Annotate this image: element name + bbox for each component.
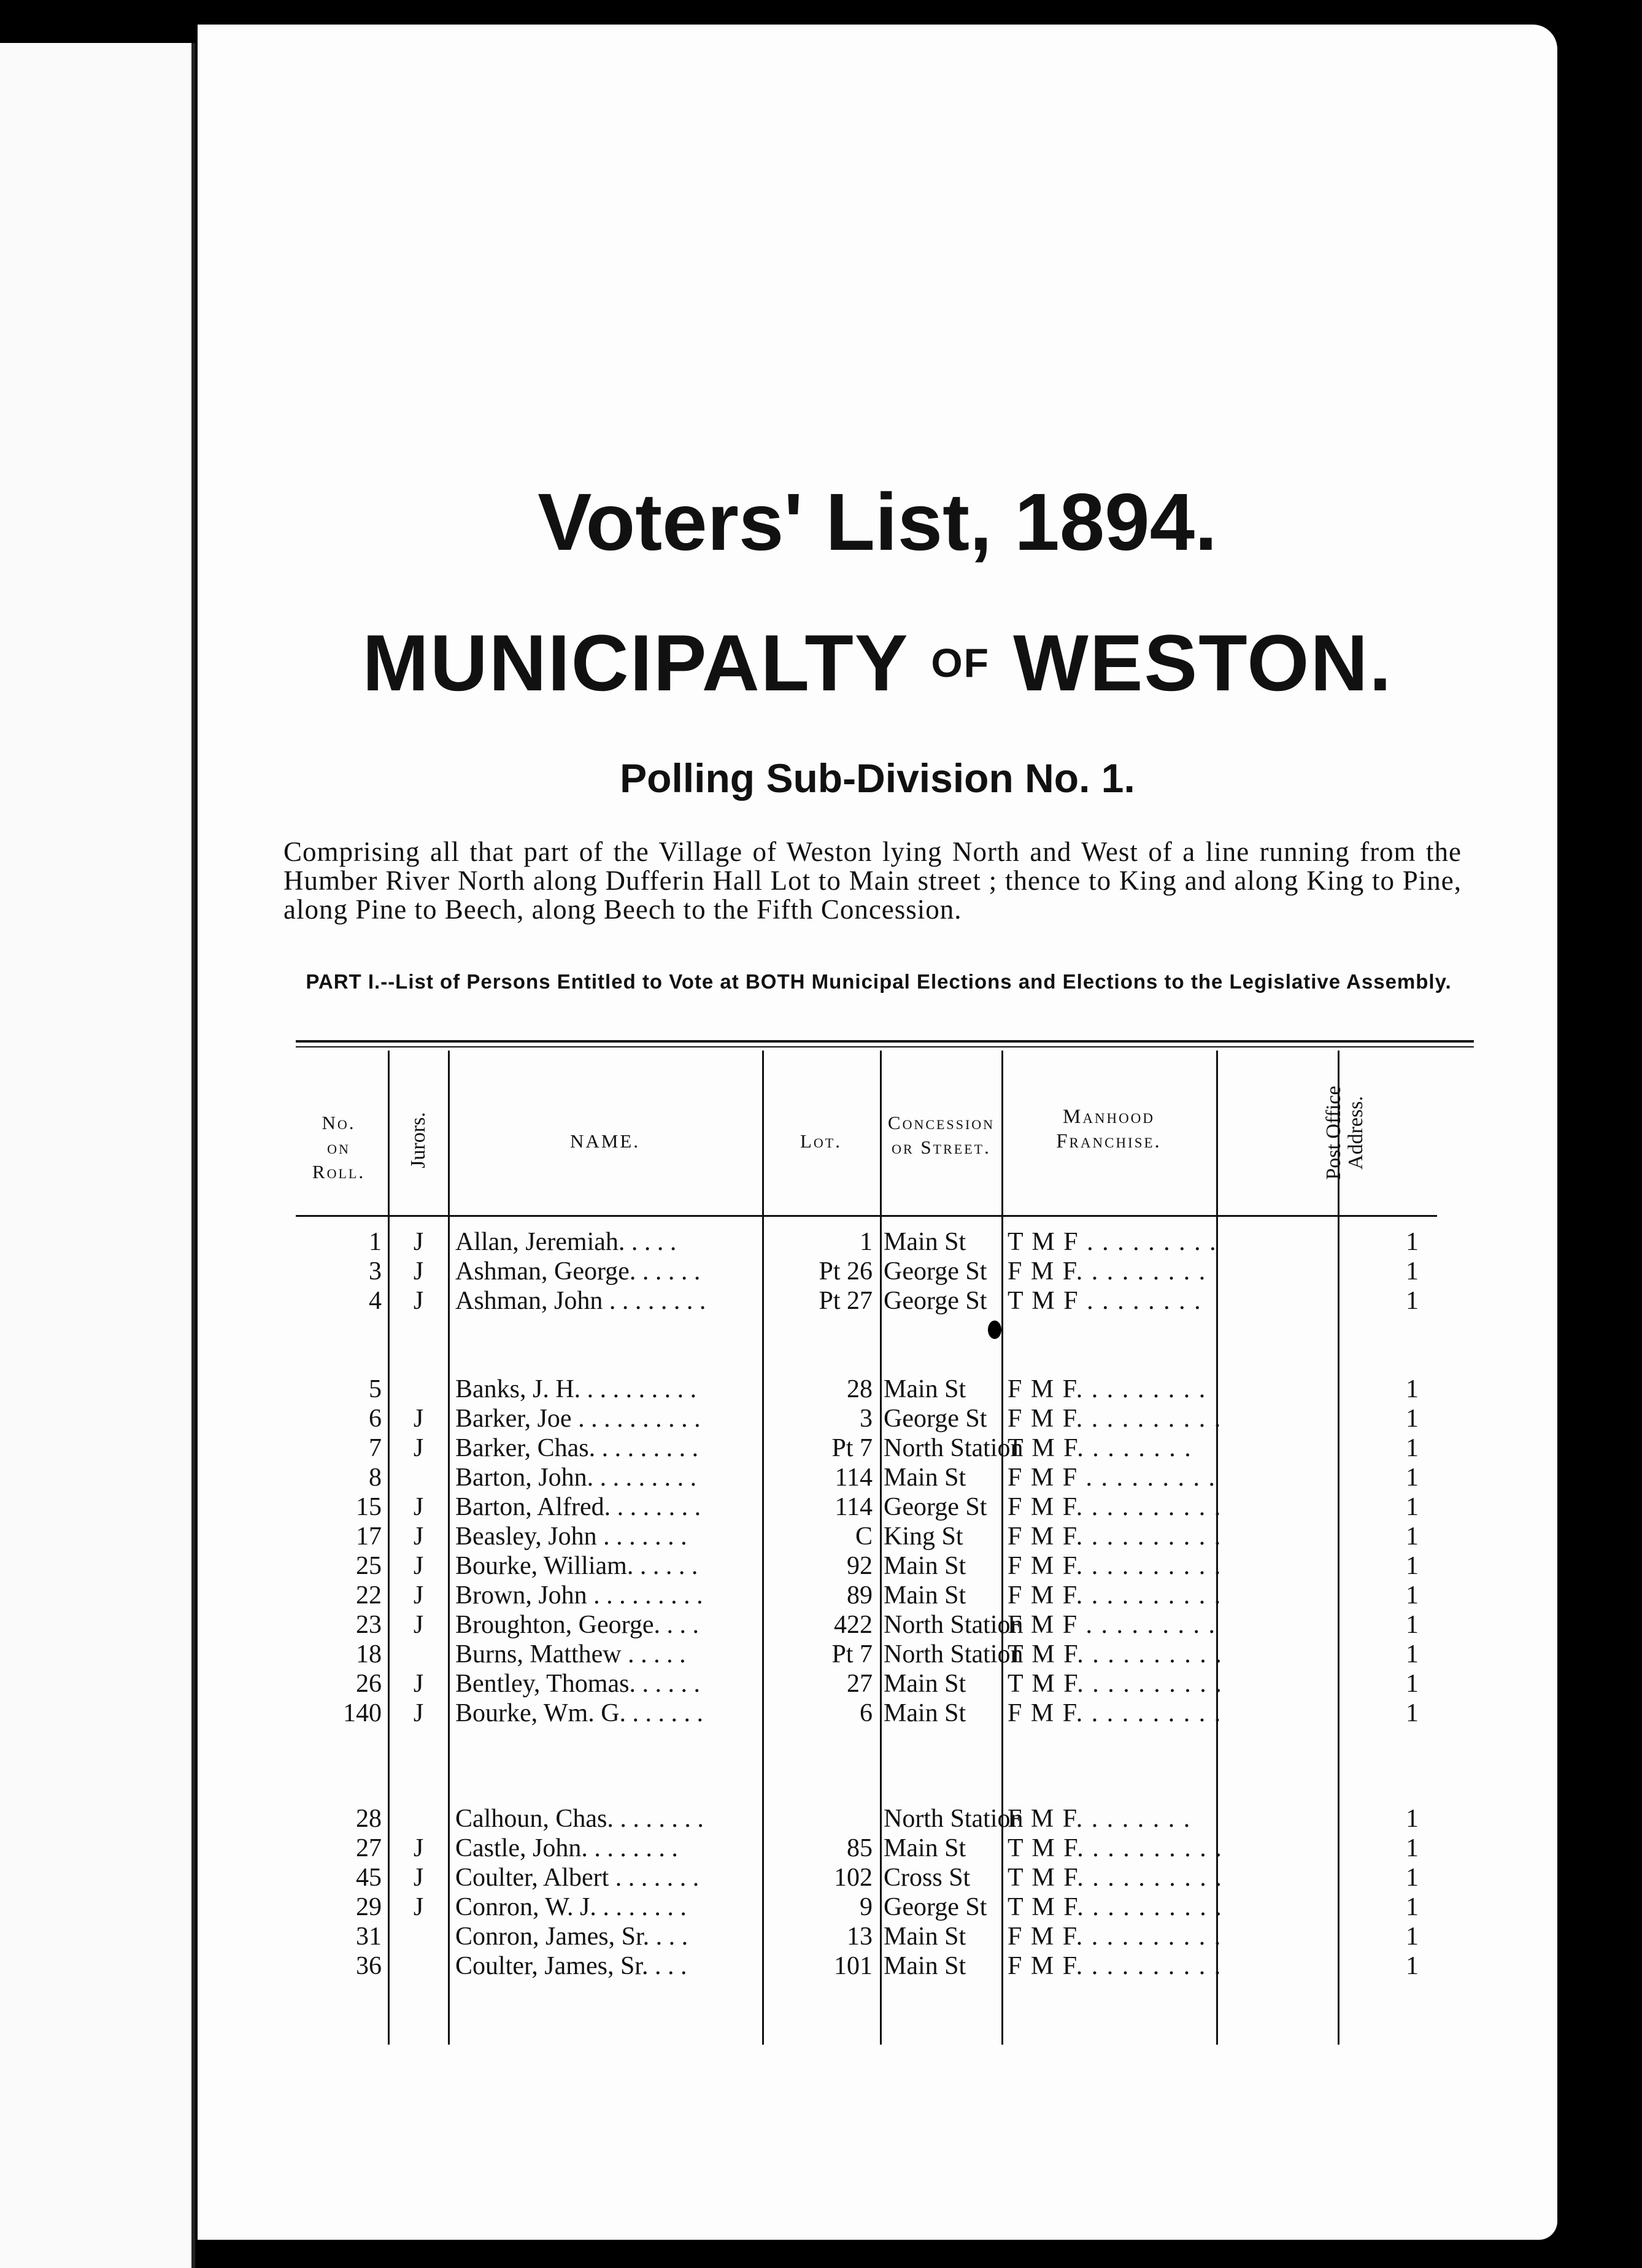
post-office-address: 1 [1406, 1405, 1419, 1433]
municipality-place: WESTON. [1013, 618, 1393, 708]
franchise-code: T M F . . . . . . . . [1008, 1287, 1202, 1315]
juror-mark: J [413, 1522, 424, 1551]
lot-number: 13 [847, 1923, 873, 1951]
roll-number: 7 [369, 1434, 382, 1462]
header-jurors: Jurors. [407, 1112, 430, 1168]
lot-number: 3 [860, 1405, 873, 1433]
street-name: King St [884, 1522, 963, 1551]
roll-number: 28 [356, 1805, 382, 1833]
post-office-address: 1 [1406, 1257, 1419, 1286]
franchise-code: T M F. . . . . . . . . . [1008, 1834, 1223, 1862]
roll-number: 8 [369, 1464, 382, 1492]
roll-number: 5 [369, 1375, 382, 1403]
street-name: Main St [884, 1834, 966, 1862]
post-office-address: 1 [1406, 1522, 1419, 1551]
franchise-code: F M F. . . . . . . . . . [1008, 1552, 1222, 1580]
post-office-address: 1 [1406, 1287, 1419, 1315]
voter-name: Ashman, John . . . . . . . . [455, 1287, 706, 1315]
column-separator [1338, 1051, 1339, 2045]
franchise-code: T M F . . . . . . . . . [1008, 1228, 1217, 1256]
post-office-address: 1 [1406, 1552, 1419, 1580]
street-name: Main St [884, 1670, 966, 1698]
voter-name: Barton, John. . . . . . . . . [455, 1464, 697, 1492]
street-name: Main St [884, 1464, 966, 1492]
subdivision-description: Comprising all that part of the Village of Weston lying North and West of a line running from the Humber River North along Dufferin Hall Lot to Main street ; thence to King and along King to Pine, along Pine to Beech, along Beech to the Fifth Concession. [283, 836, 1462, 925]
roll-number: 31 [356, 1923, 382, 1951]
roll-number: 27 [356, 1834, 382, 1862]
post-office-address: 1 [1406, 1640, 1419, 1668]
ink-blot [988, 1321, 1001, 1339]
header-bottom-rule [296, 1215, 1437, 1217]
post-office-address: 1 [1406, 1375, 1419, 1403]
franchise-code: T M F. . . . . . . . . . [1008, 1893, 1223, 1921]
header-name: NAME. [569, 1130, 641, 1152]
voter-name: Brown, John . . . . . . . . . [455, 1581, 703, 1610]
roll-number: 15 [356, 1493, 382, 1521]
street-name: North Station [884, 1434, 1023, 1462]
header-post-office: Post Office Address. [1322, 1086, 1367, 1180]
voter-name: Bourke, Wm. G. . . . . . . [455, 1699, 704, 1727]
lot-number: Pt 26 [819, 1257, 873, 1286]
street-name: George St [884, 1287, 987, 1315]
lot-number: 28 [847, 1375, 873, 1403]
franchise-code: F M F. . . . . . . . . . [1008, 1699, 1222, 1727]
header-no-on-roll: No. on Roll. [312, 1112, 366, 1182]
franchise-code: F M F. . . . . . . . . . [1008, 1522, 1222, 1551]
municipality-heading [198, 617, 1557, 709]
lot-number: 9 [860, 1893, 873, 1921]
street-name: Main St [884, 1552, 966, 1580]
voter-name: Allan, Jeremiah. . . . . [455, 1228, 677, 1256]
juror-mark: J [413, 1670, 424, 1698]
street-name: North Station [884, 1611, 1023, 1639]
roll-number: 4 [369, 1287, 382, 1315]
post-office-address: 1 [1406, 1464, 1419, 1492]
voter-name: Burns, Matthew . . . . . [455, 1640, 686, 1668]
voter-name: Barton, Alfred. . . . . . . . [455, 1493, 701, 1521]
roll-number: 45 [356, 1864, 382, 1892]
franchise-code: F M F. . . . . . . . . . [1008, 1581, 1222, 1610]
part-heading: PART I.--List of Persons Entitled to Vote at BOTH Municipal Elections and Elections to the Legislative Assembly. [306, 970, 1452, 993]
voter-name: Coulter, James, Sr. . . . [455, 1952, 687, 1980]
post-office-address: 1 [1406, 1834, 1419, 1862]
post-office-address: 1 [1406, 1923, 1419, 1951]
juror-mark: J [413, 1257, 424, 1286]
franchise-code: T M F. . . . . . . . [1008, 1434, 1192, 1462]
post-office-address: 1 [1406, 1670, 1419, 1698]
post-office-address: 1 [1406, 1805, 1419, 1833]
franchise-code: F M F . . . . . . . . . [1008, 1611, 1217, 1639]
juror-mark: J [413, 1287, 424, 1315]
lot-number: C [855, 1522, 873, 1551]
juror-mark: J [413, 1552, 424, 1580]
document-title: Voters' List, 1894. [538, 477, 1217, 567]
franchise-code: F M F . . . . . . . . . [1008, 1464, 1217, 1492]
roll-number: 22 [356, 1581, 382, 1610]
juror-mark: J [413, 1834, 424, 1862]
voter-name: Calhoun, Chas. . . . . . . . [455, 1805, 704, 1833]
voter-name: Barker, Joe . . . . . . . . . . [455, 1405, 701, 1433]
franchise-code: F M F. . . . . . . . . [1008, 1257, 1207, 1286]
lot-number: 92 [847, 1552, 873, 1580]
post-office-address: 1 [1406, 1228, 1419, 1256]
juror-mark: J [413, 1699, 424, 1727]
post-office-address: 1 [1406, 1699, 1419, 1727]
header-lot: Lot. [800, 1130, 842, 1152]
roll-number: 18 [356, 1640, 382, 1668]
street-name: George St [884, 1405, 987, 1433]
post-office-address: 1 [1406, 1434, 1419, 1462]
franchise-code: F M F. . . . . . . . . . [1008, 1405, 1222, 1433]
street-name: North Station [884, 1640, 1023, 1668]
column-separator [388, 1051, 390, 2045]
column-separator [880, 1051, 882, 2045]
voter-name: Banks, J. H. . . . . . . . . . [455, 1375, 697, 1403]
juror-mark: J [413, 1864, 424, 1892]
street-name: Cross St [884, 1864, 971, 1892]
lot-number: 102 [834, 1864, 873, 1892]
voter-name: Ashman, George. . . . . . [455, 1257, 701, 1286]
header-concession: Concession or Street. [887, 1112, 995, 1158]
roll-number: 1 [369, 1228, 382, 1256]
juror-mark: J [413, 1493, 424, 1521]
juror-mark: J [413, 1581, 424, 1610]
lot-number: 101 [834, 1952, 873, 1980]
franchise-code: F M F. . . . . . . . . . [1008, 1493, 1222, 1521]
roll-number: 26 [356, 1670, 382, 1698]
voter-name: Bourke, William. . . . . . [455, 1552, 698, 1580]
street-name: North Station [884, 1805, 1023, 1833]
roll-number: 3 [369, 1257, 382, 1286]
post-office-address: 1 [1406, 1893, 1419, 1921]
franchise-code: F M F. . . . . . . . . . [1008, 1923, 1222, 1951]
lot-number: 1 [860, 1228, 873, 1256]
franchise-code: F M F. . . . . . . . [1008, 1805, 1192, 1833]
street-name: Main St [884, 1952, 966, 1980]
header-franchise: Manhood Franchise. [1056, 1106, 1162, 1152]
juror-mark: J [413, 1434, 424, 1462]
municipality-name: MUNICIPALTY [362, 618, 908, 708]
street-name: George St [884, 1493, 987, 1521]
lot-number: 422 [834, 1611, 873, 1639]
voter-name: Broughton, George. . . . [455, 1611, 700, 1639]
roll-number: 29 [356, 1893, 382, 1921]
lot-number: 89 [847, 1581, 873, 1610]
street-name: George St [884, 1257, 987, 1286]
roll-number: 17 [356, 1522, 382, 1551]
voter-name: Castle, John. . . . . . . . [455, 1834, 678, 1862]
document-page [198, 25, 1557, 2240]
column-separator [448, 1051, 450, 2045]
lot-number: Pt 7 [831, 1434, 873, 1462]
table-top-rule [296, 1040, 1474, 1043]
roll-number: 36 [356, 1952, 382, 1980]
street-name: Main St [884, 1581, 966, 1610]
table-top-rule-2 [296, 1046, 1474, 1047]
post-office-address: 1 [1406, 1493, 1419, 1521]
roll-number: 140 [343, 1699, 382, 1727]
voter-name: Barker, Chas. . . . . . . . . [455, 1434, 699, 1462]
subdivision-heading: Polling Sub-Division No. 1. [620, 755, 1135, 801]
voter-name: Bentley, Thomas. . . . . . [455, 1670, 700, 1698]
juror-mark: J [413, 1405, 424, 1433]
juror-mark: J [413, 1611, 424, 1639]
post-office-address: 1 [1406, 1581, 1419, 1610]
lot-number: Pt 7 [831, 1640, 873, 1668]
roll-number: 6 [369, 1405, 382, 1433]
lot-number: Pt 27 [819, 1287, 873, 1315]
roll-number: 25 [356, 1552, 382, 1580]
lot-number: 6 [860, 1699, 873, 1727]
street-name: Main St [884, 1923, 966, 1951]
street-name: Main St [884, 1375, 966, 1403]
franchise-code: T M F. . . . . . . . . . [1008, 1670, 1223, 1698]
franchise-code: F M F. . . . . . . . . . [1008, 1952, 1222, 1980]
lot-number: 27 [847, 1670, 873, 1698]
voter-name: Coulter, Albert . . . . . . . [455, 1864, 700, 1892]
post-office-address: 1 [1406, 1611, 1419, 1639]
street-name: Main St [884, 1699, 966, 1727]
street-name: George St [884, 1893, 987, 1921]
lot-number: 85 [847, 1834, 873, 1862]
voter-name: Beasley, John . . . . . . . [455, 1522, 687, 1551]
municipality-of: OF [931, 640, 990, 685]
juror-mark: J [413, 1228, 424, 1256]
voter-name: Conron, W. J. . . . . . . . [455, 1893, 687, 1921]
street-name: Main St [884, 1228, 966, 1256]
post-office-address: 1 [1406, 1864, 1419, 1892]
franchise-code: T M F. . . . . . . . . . [1008, 1864, 1223, 1892]
lot-number: 114 [834, 1464, 873, 1492]
roll-number: 23 [356, 1611, 382, 1639]
franchise-code: F M F. . . . . . . . . [1008, 1375, 1207, 1403]
lot-number: 114 [834, 1493, 873, 1521]
post-office-address: 1 [1406, 1952, 1419, 1980]
franchise-code: T M F. . . . . . . . . . [1008, 1640, 1223, 1668]
voter-name: Conron, James, Sr. . . . [455, 1923, 688, 1951]
facing-page-edge [0, 43, 195, 2268]
juror-mark: J [413, 1893, 424, 1921]
